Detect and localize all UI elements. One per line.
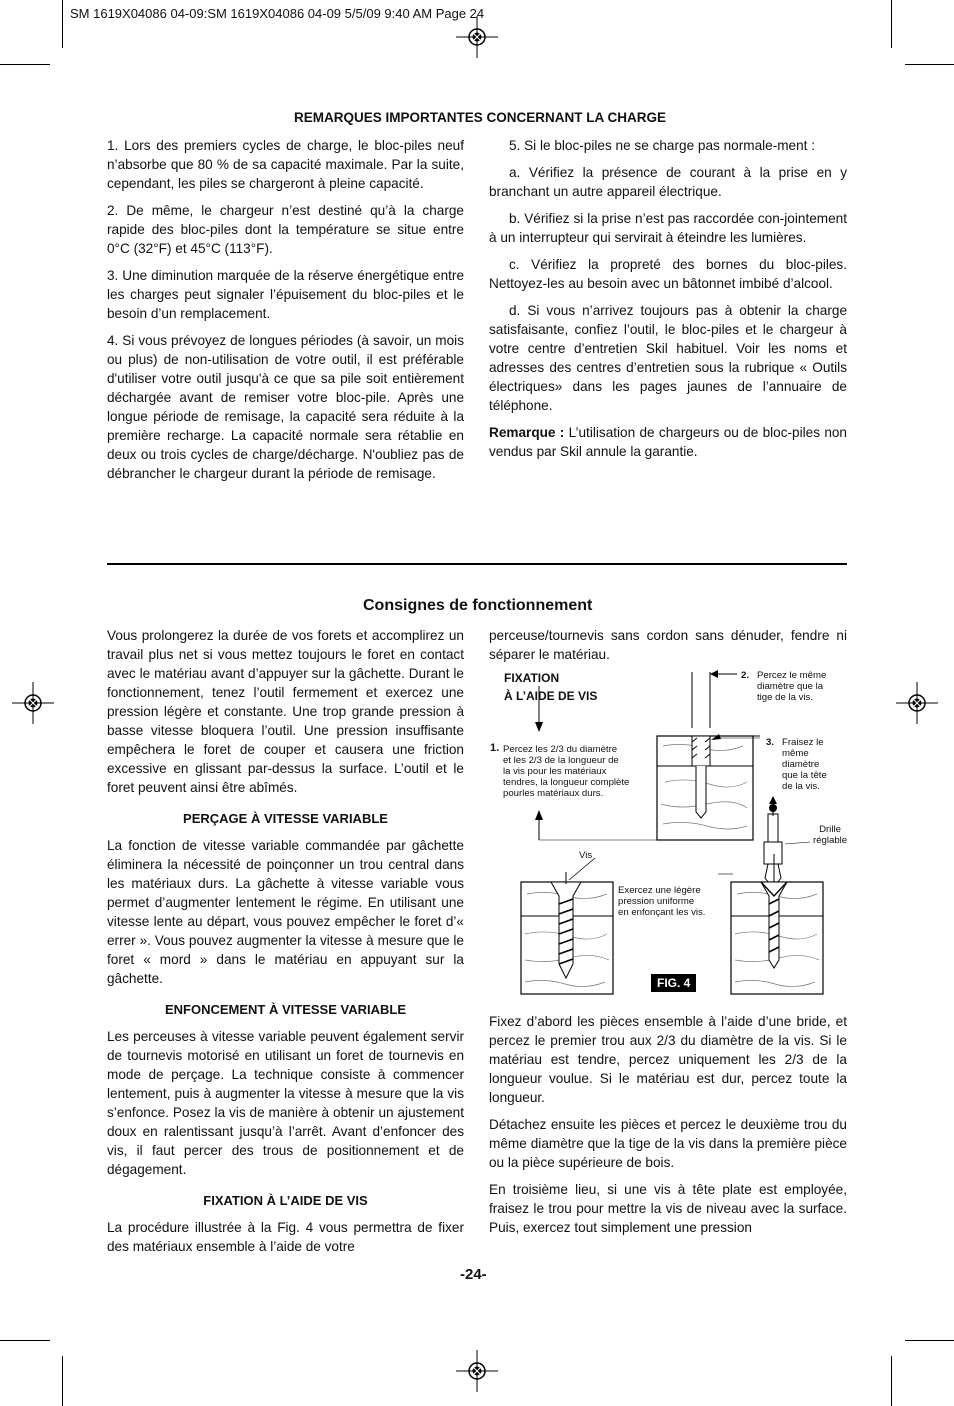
procedure-step-2: Détachez ensuite les pièces et percez le deuxième trou du même diamètre que la tige de la vis dans la première pièce ou la pièce supérieure de bois. xyxy=(489,1117,847,1170)
step-2-label xyxy=(757,670,847,703)
figure-tag: FIG. 4 xyxy=(651,974,696,992)
registration-mark-bottom-icon xyxy=(456,1350,498,1392)
step-3-line: que la tête xyxy=(782,770,827,781)
screw-label: Vis xyxy=(579,850,593,861)
charging-section-title: REMARQUES IMPORTANTES CONCERNANT LA CHARGE xyxy=(294,110,667,125)
charging-remark xyxy=(489,423,847,461)
step-3-line: diamètre xyxy=(782,759,820,770)
charging-note-2: 2. De même, le chargeur n’est destiné qu’à la charge rapide des bloc-piles dont la température se situe entre 0°C (32°F) et 45°C (113°F). xyxy=(107,203,464,256)
operation-left-column xyxy=(107,626,464,1264)
figure-title-line1: FIXATION xyxy=(504,671,560,685)
charging-note-5: 5. Si le bloc-piles ne se charge pas normale-ment : xyxy=(509,138,816,153)
charging-note-5d: d. Si vous n’arrivez toujours pas à obtenir la charge satisfaisante, confiez l’outil, le bloc-piles et le chargeur à votre centre d’entretien Skil habituel. Voir les noms et adresses des centres d’entretien sous la rubrique « Outils électriques» dans les pages jaunes de l’annuaire de téléphone. xyxy=(489,303,847,413)
registration-mark-right-icon xyxy=(896,682,938,724)
variable-speed-drilling-title: PERÇAGE À VITESSE VARIABLE xyxy=(183,811,388,826)
variable-speed-drilling-text: La fonction de vitesse variable commandée par gâchette éliminera la nécessité de poinçonner un trou central dans les matériaux durs. La gâchette à vitesse variable vous permet d’augmenter lentement le régime. En utilisant une vitesse lente au départ, vous pouvez empêcher le foret d’« errer ». Vous pouvez augmenter la vitesse à mesure que le foret « mord » dans le matériau en appuyant sur la gâchette. xyxy=(107,838,464,986)
charging-note-1: 1. Lors des premiers cycles de charge, le bloc-piles neuf n’absorbe que 80 % de sa capacité maximale. Par la suite, cependant, les piles se chargeront à pleine capacité. xyxy=(107,138,464,191)
step-1-line: pourles matériaux durs. xyxy=(503,788,604,799)
drill-label-line: Drille xyxy=(819,824,841,835)
charging-note-5a: a. Vérifiez la présence de courant à la prise en y branchant un autre appareil électrique. xyxy=(489,165,847,199)
charging-note-5b: b. Vérifiez si la prise n’est pas raccordée con-jointement à un interrupteur qui servirait à éteindre les lumières. xyxy=(489,211,847,245)
step-2-line: tige de la vis. xyxy=(757,692,813,703)
step-3-line: même xyxy=(782,748,809,759)
print-slug: SM 1619X04086 04-09:SM 1619X04086 04-09 5/5/09 9:40 AM Page 24 xyxy=(70,6,485,21)
adjustable-drill-label xyxy=(813,824,847,846)
variable-speed-driving-text: Les perceuses à vitesse variable peuvent également servir de tournevis motorisé en utilisant un foret de tournevis en mode de perçage. La technique consiste à commencer lentement, puis à augmenter la vitesse à mesure que la vis s’enfonce. Posez la vis de manière à obtenir un ajustement doux en ralentissant jusqu’à l’arrêt. Avant d’enfoncer des vis, il faut percer des trous de positionnement et de dégagement. xyxy=(107,1029,464,1177)
section-divider xyxy=(107,563,847,565)
step-2-number: 2. xyxy=(741,670,750,681)
charging-note-3: 3. Une diminution marquée de la réserve énergétique entre les charges peut signaler l’épuisement du bloc-piles et le besoin d’un remplacement. xyxy=(107,268,464,321)
step-1-number: 1. xyxy=(490,742,500,754)
procedure-step-1: Fixez d’abord les pièces ensemble à l’aide d’une bride, et percez le premier trou aux 2/3 du diamètre de la vis. Si le matériau est tendre, percez uniquement les 2/3 de la longueur voulue. Si le matériau est dur, percez toute la longueur. xyxy=(489,1014,847,1105)
pressure-line: en enfonçant les vis. xyxy=(618,907,706,918)
pressure-line: pression uniforme xyxy=(618,896,695,907)
screw-fastening-diagram xyxy=(485,664,855,1004)
step-2-line: Percez le même xyxy=(757,670,827,681)
remark-label: Remarque : xyxy=(489,425,565,440)
figure-title-line2: À L’AIDE DE VIS xyxy=(504,689,598,703)
step-1-line: Percez les 2/3 du diamètre xyxy=(503,744,618,755)
operation-continuation: perceuse/tournevis sans cordon sans dénuder, fendre ni séparer le matériau. xyxy=(489,628,847,662)
registration-mark-top-icon xyxy=(456,16,498,58)
operation-right-bottom xyxy=(489,1012,847,1245)
operation-section-title: Consignes de fonctionnement xyxy=(363,597,593,614)
page-number: -24- xyxy=(460,1266,487,1283)
variable-speed-driving-title: ENFONCEMENT À VITESSE VARIABLE xyxy=(164,1002,406,1017)
remark-text: L’utilisation de chargeurs ou de bloc-piles non vendus par Skil annule la garantie. xyxy=(489,425,847,459)
figure-4 xyxy=(485,664,855,1004)
step-3-number: 3. xyxy=(766,737,775,748)
charging-note-4: 4. Si vous prévoyez de longues périodes (à savoir, un mois ou plus) de non-utilisation de votre outil, il est préférable d'utiliser votre outil jusqu'à ce que sa pile soit entièrement déchargée avant de remiser votre bloc-pile. Après une longue période de remisage, la capacité sera réduite à la première recharge. La capacité normale sera rétablie en deux ou trois cycles de charge/décharge. N'oubliez pas de débrancher le chargeur durant la période de remisage. xyxy=(107,333,464,481)
step-1-line: et les 2/3 de la longueur de xyxy=(503,755,619,766)
step-3-label xyxy=(782,737,842,792)
step-1-line: la vis pour les matériaux xyxy=(503,766,607,777)
pressure-line: Exercez une légère xyxy=(618,885,701,896)
step-3-line: Fraisez le xyxy=(782,737,824,748)
drill-label-line: réglable xyxy=(813,835,848,846)
charging-left-column xyxy=(107,136,464,491)
step-1-label xyxy=(503,744,653,799)
charging-right-column xyxy=(489,136,847,469)
step-2-line: diamètre que la xyxy=(757,681,824,692)
step-3-line: de la vis. xyxy=(782,781,820,792)
pressure-label xyxy=(618,885,728,918)
screw-fastening-text: La procédure illustrée à la Fig. 4 vous permettra de fixer des matériaux ensemble à l’aide de votre xyxy=(107,1220,464,1254)
registration-mark-left-icon xyxy=(12,682,54,724)
screw-fastening-title: FIXATION À L’AIDE DE VIS xyxy=(203,1193,368,1208)
charging-note-5c: c. Vérifiez la propreté des bornes du bloc-piles. Nettoyez-les au besoin avec un bâtonnet imbibé d’alcool. xyxy=(489,257,847,291)
step-1-line: tendres, la longueur complète xyxy=(503,777,630,788)
operation-intro: Vous prolongerez la durée de vos forets et accomplirez un travail plus net si vous mettez toujours le foret en contact avec le matériau avant d’appuyer sur la gâchette. Durant le fonctionnement, tenez l’outil fermement et exercez une pression légère et constante. Une trop grande pression à basse vitesse bloquera l’outil. Une pression insuffisante empêchera le foret de couper et causera une friction excessive en glissant par-dessus la surface. L’outil et le foret peuvent ainsi être abîmés. xyxy=(107,628,464,795)
procedure-step-3: En troisième lieu, si une vis à tête plate est employée, fraisez le trou pour mettre la vis de niveau avec la surface. Puis, exercez tout simplement une pression xyxy=(489,1182,847,1235)
